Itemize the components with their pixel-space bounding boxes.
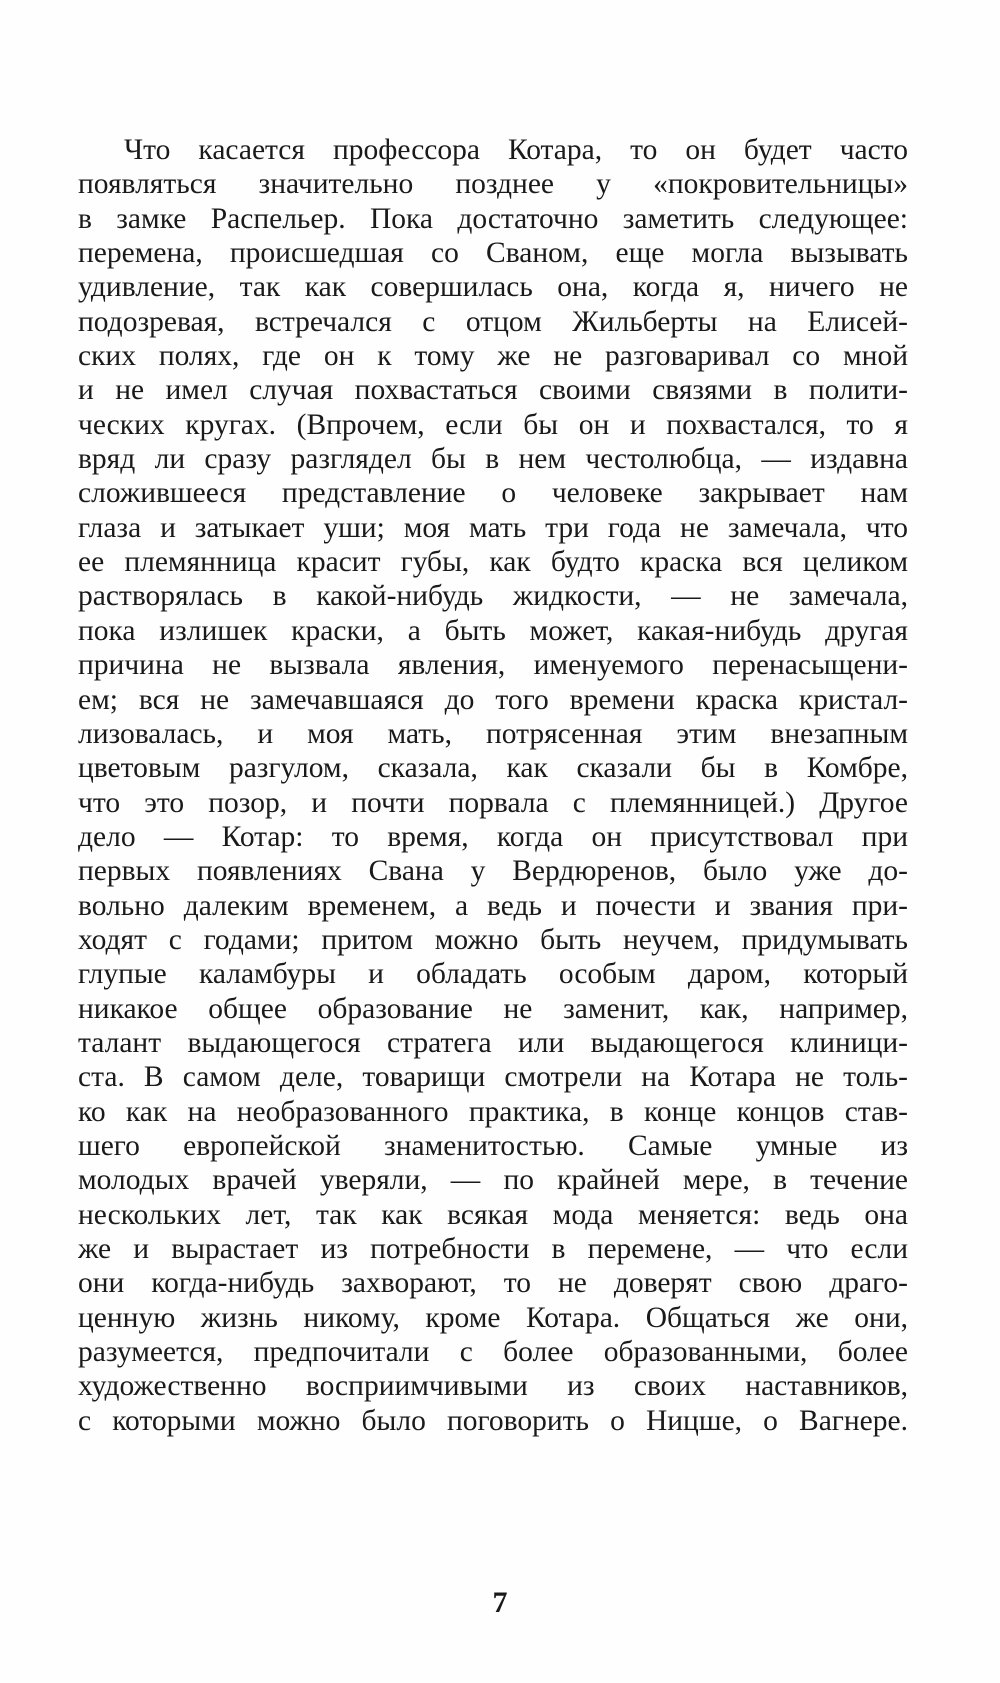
text-line-27: талант выдающегося стратега или выдающегося клиници- bbox=[78, 1026, 908, 1059]
text-line-31: молодых врачей уверяли, — по крайней мере, в течение bbox=[78, 1164, 908, 1197]
text-line-6: подозревая, встречался с отцом Жильберты на Елисей- bbox=[78, 305, 908, 338]
page-number: 7 bbox=[492, 1586, 508, 1619]
text-line-1: Что касается профессора Котара, то он будет часто bbox=[124, 134, 908, 166]
text-line-12: глаза и затыкает уши; моя мать три года не замечала, что bbox=[78, 511, 908, 544]
text-line-38: с которыми можно было поговорить о Ницше, о Вагнере. bbox=[78, 1404, 908, 1437]
text-line-15: пока излишек краски, а быть может, какая-нибудь другая bbox=[78, 614, 908, 647]
text-line-19: цветовым разгулом, сказала, как сказали бы в Комбре, bbox=[78, 752, 908, 785]
text-line-32: нескольких лет, так как всякая мода меняется: ведь она bbox=[78, 1198, 908, 1231]
text-line-23: вольно далеким временем, а ведь и почести и звания при- bbox=[78, 889, 908, 922]
text-line-20: что это позор, и почти порвала с племянницей.) Другое bbox=[78, 786, 908, 819]
text-line-28: ста. В самом деле, товарищи смотрели на Котара не толь- bbox=[78, 1061, 908, 1094]
text-line-25: глупые каламбуры и обладать особым даром, который bbox=[78, 958, 908, 991]
text-line-13: ее племянница красит губы, как будто краска вся целиком bbox=[78, 546, 908, 579]
text-line-5: удивление, так как совершилась она, когда я, ничего не bbox=[78, 271, 908, 304]
text-line-9: ческих кругах. (Впрочем, если бы он и похвастался, то я bbox=[78, 408, 908, 441]
text-line-33: же и вырастает из потребности в перемене, — что если bbox=[78, 1233, 908, 1265]
text-line-18: лизовалась, и моя мать, потрясенная этим внезапным bbox=[78, 717, 908, 750]
text-line-30: шего европейской знаменитостью. Самые умные из bbox=[78, 1129, 908, 1162]
text-line-2: появляться значительно позднее у «покровительницы» bbox=[78, 168, 908, 201]
text-line-10: вряд ли сразу разглядел бы в нем честолюбца, — издавна bbox=[78, 443, 908, 476]
text-line-35: ценную жизнь никому, кроме Котара. Общаться же они, bbox=[78, 1301, 908, 1334]
text-line-11: сложившееся представление о человеке закрывает нам bbox=[78, 477, 908, 510]
text-line-34: они когда-нибудь захворают, то не доверят свою драго- bbox=[78, 1267, 908, 1300]
text-line-29: ко как на необразованного практика, в конце концов став- bbox=[78, 1095, 908, 1128]
text-line-22: первых появлениях Свана у Вердюренов, было уже до- bbox=[78, 855, 908, 888]
text-line-24: ходят с годами; притом можно быть неучем, придумывать bbox=[78, 923, 908, 956]
text-line-26: никакое общее образование не заменит, как, например, bbox=[78, 992, 908, 1025]
text-line-17: ем; вся не замечавшаяся до того времени краска кристал- bbox=[78, 683, 908, 716]
text-line-7: ских полях, где он к тому же не разговаривал со мной bbox=[78, 340, 908, 373]
text-line-8: и не имел случая похвастаться своими связями в полити- bbox=[78, 374, 908, 407]
text-line-36: разумеется, предпочитали с более образованными, более bbox=[78, 1336, 908, 1369]
text-line-16: причина не вызвала явления, именуемого перенасыщени- bbox=[78, 649, 908, 682]
body-text bbox=[78, 133, 908, 1438]
text-line-4: перемена, происшедшая со Сваном, еще могла вызывать bbox=[78, 237, 908, 270]
text-line-21: дело — Котар: то время, когда он присутствовал при bbox=[78, 820, 908, 853]
text-line-37: художественно восприимчивыми из своих наставников, bbox=[78, 1370, 908, 1403]
text-line-14: растворялась в какой-нибудь жидкости, — не замечала, bbox=[78, 580, 908, 613]
text-line-3: в замке Распельер. Пока достаточно заметить следующее: bbox=[78, 202, 908, 235]
